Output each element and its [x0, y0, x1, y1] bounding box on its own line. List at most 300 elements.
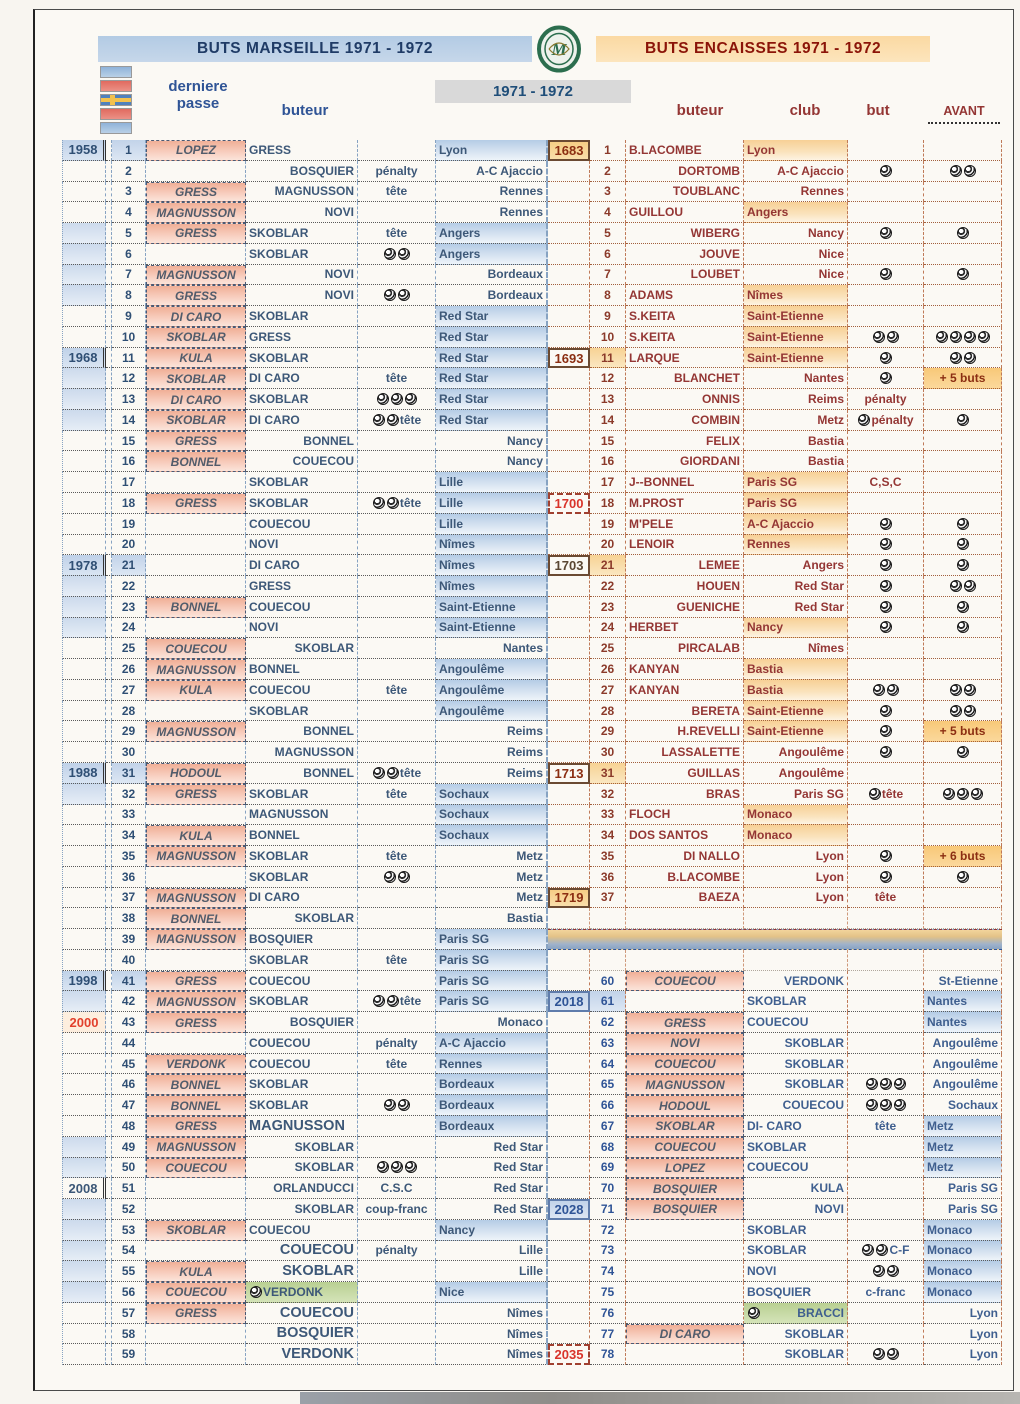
club-cell: Angoulême: [924, 1054, 1002, 1075]
soccer-ball-icon: [373, 414, 385, 426]
soccer-ball-icon: [384, 871, 396, 883]
soccer-ball-icon: [887, 684, 899, 696]
soccer-ball-icon: [957, 559, 969, 571]
row-number: 20: [590, 535, 626, 556]
goal-cell: [848, 451, 924, 472]
club-cell: Paris SG: [744, 472, 848, 493]
detail-cell: [358, 348, 436, 369]
avant-cell: [924, 265, 1002, 286]
row-number: 38: [112, 908, 146, 929]
scorer-cell: B.LACOMBE: [626, 867, 744, 888]
scorer-cell: PIRCALAB: [626, 638, 744, 659]
detail-cell: tête: [358, 182, 436, 203]
avant-cell: [924, 680, 1002, 701]
counter-marker-cell: [548, 265, 590, 286]
passe-cell: GRESS: [146, 182, 246, 203]
club-cell: Reims: [436, 742, 548, 763]
club-cell: Angers: [744, 555, 848, 576]
scorer-cell: B.LACOMBE: [626, 140, 744, 161]
sweden-flag: [100, 94, 132, 106]
avant-cell: [924, 888, 1002, 909]
goal-cell: [848, 763, 924, 784]
passe-cell: GRESS: [146, 493, 246, 514]
club-cell: Red Star: [436, 1158, 548, 1179]
soccer-ball-icon: [880, 1078, 892, 1090]
soccer-ball-icon: [873, 331, 885, 343]
avant-cell: [924, 514, 1002, 535]
avant-cell: [924, 825, 1002, 846]
passe-cell: DI CARO: [626, 1324, 744, 1345]
passe-cell: KULA: [146, 1261, 246, 1282]
soccer-ball-icon: [880, 850, 892, 862]
scorer-cell: LENOIR: [626, 535, 744, 556]
scan-artifact-strip: [300, 1392, 1020, 1404]
row-number: 29: [590, 721, 626, 742]
scorer-cell: KANYAN: [626, 680, 744, 701]
counter-marker-cell: [548, 971, 590, 992]
soccer-ball-icon: [880, 372, 892, 384]
club-cell: Rennes: [436, 1054, 548, 1075]
detail-cell: [358, 327, 436, 348]
goal-cell: [848, 597, 924, 618]
passe-cell: MAGNUSSON: [146, 991, 246, 1012]
goal-cell: [848, 182, 924, 203]
club-cell: Red Star: [436, 1178, 548, 1199]
scorer-cell: SKOBLAR: [744, 1344, 848, 1365]
detail-cell: [358, 1074, 436, 1095]
goal-cell: [848, 140, 924, 161]
scorer-cell: SKOBLAR: [246, 1261, 358, 1282]
soccer-ball-icon: [250, 1286, 262, 1298]
detail-cell: [848, 1095, 924, 1116]
scorer-cell: SKOBLAR: [246, 244, 358, 265]
scorer-cell: NOVI: [246, 265, 358, 286]
year-cell: [62, 825, 106, 846]
goal-cell: [848, 161, 924, 182]
passe-cell: KULA: [146, 680, 246, 701]
row-number: 16: [590, 451, 626, 472]
detail-cell: [358, 285, 436, 306]
table-row: [62, 597, 1002, 618]
year-cell: [62, 846, 106, 867]
goal-cell: pénalty: [848, 410, 924, 431]
club-cell: Monaco: [744, 825, 848, 846]
scorer-cell: DORTOMB: [626, 161, 744, 182]
passe-cell: [146, 555, 246, 576]
passe-cell: [146, 1324, 246, 1345]
passe-cell: COUECOU: [146, 1282, 246, 1303]
avant-cell: [924, 638, 1002, 659]
counter-marker-cell: [548, 1074, 590, 1095]
table-row: [62, 472, 1002, 493]
avant-cell: [924, 555, 1002, 576]
counter-marker-cell: [548, 1220, 590, 1241]
club-cell: Metz: [924, 1116, 1002, 1137]
right-title-banner: [596, 36, 930, 62]
scorer-cell: BLANCHET: [626, 368, 744, 389]
section-divider-band: [548, 929, 1002, 950]
soccer-ball-icon: [950, 331, 962, 343]
passe-cell: LOPEZ: [146, 140, 246, 161]
year-cell: [62, 1220, 106, 1241]
club-cell: Lyon: [744, 888, 848, 909]
detail-cell: [358, 908, 436, 929]
avant-cell: [924, 431, 1002, 452]
counter-marker-cell: [548, 285, 590, 306]
goal-cell: [848, 306, 924, 327]
detail-cell: [848, 1158, 924, 1179]
table-row: [62, 182, 1002, 203]
table-row: [62, 1241, 1002, 1262]
row-number: 11: [112, 348, 146, 369]
row-number: 46: [112, 1074, 146, 1095]
soccer-ball-icon: [862, 1244, 874, 1256]
header-but: but: [866, 102, 890, 119]
club-cell: Saint-Etienne: [744, 348, 848, 369]
row-number: 6: [590, 244, 626, 265]
row-number: 32: [590, 784, 626, 805]
passe-cell: MAGNUSSON: [146, 888, 246, 909]
row-number: 41: [112, 971, 146, 992]
avant-cell: [924, 597, 1002, 618]
scorer-cell: COUECOU: [246, 1241, 358, 1262]
table-row: [62, 618, 1002, 639]
row-number: 32: [112, 784, 146, 805]
scorer-cell: SKOBLAR: [744, 1074, 848, 1095]
detail-cell: coup-franc: [358, 1199, 436, 1220]
row-number: 74: [590, 1261, 626, 1282]
avant-cell: [924, 285, 1002, 306]
club-cell: Lille: [436, 1261, 548, 1282]
club-cell: Nîmes: [436, 535, 548, 556]
scorer-cell: H.REVELLI: [626, 721, 744, 742]
year-cell: 1968: [62, 348, 106, 369]
club-cell: Rennes: [436, 182, 548, 203]
year-cell: [62, 389, 106, 410]
year-cell: [62, 576, 106, 597]
year-cell: [62, 1033, 106, 1054]
table-row: [62, 805, 1002, 826]
detail-cell: [358, 659, 436, 680]
passe-cell: [626, 1303, 744, 1324]
counter-marker-cell: [548, 368, 590, 389]
row-number: 18: [590, 493, 626, 514]
row-number: 61: [590, 991, 626, 1012]
row-number: 51: [112, 1178, 146, 1199]
detail-cell: [358, 701, 436, 722]
counter-marker-cell: [548, 742, 590, 763]
goal-cell: [848, 659, 924, 680]
passe-cell: BONNEL: [146, 451, 246, 472]
passe-cell: GRESS: [146, 1116, 246, 1137]
soccer-ball-icon: [887, 331, 899, 343]
counter-marker-cell: [548, 327, 590, 348]
detail-cell: [358, 306, 436, 327]
club-cell: Paris SG: [744, 784, 848, 805]
counter-marker-cell: [548, 805, 590, 826]
detail-cell: [358, 1344, 436, 1365]
year-cell: [62, 659, 106, 680]
om-crest-logo: [536, 25, 582, 73]
year-cell: [62, 680, 106, 701]
soccer-ball-icon: [964, 352, 976, 364]
year-cell: [62, 805, 106, 826]
soccer-ball-icon: [880, 580, 892, 592]
row-number: 26: [112, 659, 146, 680]
passe-cell: [146, 742, 246, 763]
passe-cell: MAGNUSSON: [146, 265, 246, 286]
club-cell: Nice: [744, 265, 848, 286]
club-cell: Lille: [436, 493, 548, 514]
year-cell: [62, 327, 106, 348]
soccer-ball-icon: [866, 1099, 878, 1111]
goal-cell: [848, 701, 924, 722]
scorer-cell: COUECOU: [744, 1012, 848, 1033]
club-cell: Angoulême: [924, 1033, 1002, 1054]
club-cell: Nancy: [436, 431, 548, 452]
empty-cell: [924, 950, 1002, 971]
row-number: 34: [112, 825, 146, 846]
year-cell: [62, 472, 106, 493]
passe-cell: [146, 244, 246, 265]
table-row: [62, 1220, 1002, 1241]
row-number: 33: [112, 805, 146, 826]
row-number: 23: [112, 597, 146, 618]
passe-cell: [146, 701, 246, 722]
counter-marker-cell: [548, 867, 590, 888]
scorer-cell: S.KEITA: [626, 306, 744, 327]
avant-cell: + 5 buts: [924, 721, 1002, 742]
soccer-ball-icon: [866, 1078, 878, 1090]
passe-cell: [146, 1033, 246, 1054]
empty-cell: [590, 908, 626, 929]
soccer-ball-icon: [880, 559, 892, 571]
year-cell: [62, 1095, 106, 1116]
soccer-ball-icon: [880, 352, 892, 364]
row-number: 2: [590, 161, 626, 182]
row-number: 4: [590, 202, 626, 223]
avant-cell: [924, 763, 1002, 784]
detail-cell: [358, 1303, 436, 1324]
soccer-ball-icon: [391, 1161, 403, 1173]
avant-cell: [924, 805, 1002, 826]
soccer-ball-icon: [894, 1078, 906, 1090]
avant-cell: [924, 493, 1002, 514]
passe-cell: GRESS: [626, 1012, 744, 1033]
soccer-ball-icon: [964, 705, 976, 717]
counter-marker-cell: [548, 1158, 590, 1179]
scorer-cell: COUECOU: [246, 1033, 358, 1054]
detail-cell: pénalty: [358, 1241, 436, 1262]
club-cell: Monaco: [924, 1220, 1002, 1241]
soccer-ball-icon: [384, 248, 396, 260]
counter-marker-cell: [548, 1282, 590, 1303]
detail-cell: tête: [358, 1054, 436, 1075]
row-number: 49: [112, 1137, 146, 1158]
club-cell: Nîmes: [436, 576, 548, 597]
scorer-cell: BOSQUIER: [246, 929, 358, 950]
empty-cell: [848, 908, 924, 929]
passe-cell: SKOBLAR: [146, 410, 246, 431]
table-row: [62, 680, 1002, 701]
club-cell: A-C Ajaccio: [436, 1033, 548, 1054]
detail-cell: [358, 721, 436, 742]
table-row: [62, 908, 1002, 929]
passe-cell: DI CARO: [146, 389, 246, 410]
table-row: [62, 140, 1002, 161]
avant-cell: [924, 223, 1002, 244]
red-stripe-flag: [100, 80, 132, 92]
table-row: [62, 514, 1002, 535]
header-derniere: derniere: [168, 78, 228, 95]
club-cell: Bordeaux: [436, 265, 548, 286]
detail-cell: tête: [358, 368, 436, 389]
table-row: [62, 202, 1002, 223]
row-number: 13: [112, 389, 146, 410]
soccer-ball-icon: [377, 393, 389, 405]
detail-cell: [358, 597, 436, 618]
row-number: 19: [590, 514, 626, 535]
passe-cell: MAGNUSSON: [146, 929, 246, 950]
scorer-cell: COUECOU: [246, 514, 358, 535]
club-cell: Nantes: [744, 368, 848, 389]
club-cell: Metz: [924, 1158, 1002, 1179]
table-row: [62, 1199, 1002, 1220]
row-number: 15: [590, 431, 626, 452]
passe-cell: [146, 161, 246, 182]
right-title: BUTS ENCAISSES 1971 - 1972: [644, 40, 882, 57]
goal-cell: [848, 431, 924, 452]
table-row: [62, 971, 1002, 992]
soccer-ball-icon: [873, 1348, 885, 1360]
detail-cell: [358, 825, 436, 846]
scorer-cell: VERDONK: [246, 1344, 358, 1365]
table-row: [62, 1054, 1002, 1075]
scorer-cell: BERETA: [626, 701, 744, 722]
scorer-cell: BRAS: [626, 784, 744, 805]
club-cell: Angoulême: [436, 701, 548, 722]
row-number: 4: [112, 202, 146, 223]
detail-cell: pénalty: [358, 161, 436, 182]
row-number: 30: [112, 742, 146, 763]
soccer-ball-icon: [950, 580, 962, 592]
table-row: [62, 1261, 1002, 1282]
soccer-ball-icon: [880, 165, 892, 177]
table-row: [62, 929, 1002, 950]
soccer-ball-icon: [387, 497, 399, 509]
passe-cell: BONNEL: [146, 908, 246, 929]
scorer-cell: DI CARO: [246, 410, 358, 431]
soccer-ball-icon: [950, 684, 962, 696]
year-cell: [62, 161, 106, 182]
soccer-ball-icon: [880, 871, 892, 883]
counter-marker-cell: [548, 597, 590, 618]
scorer-cell: NOVI: [246, 285, 358, 306]
detail-cell: [358, 140, 436, 161]
club-cell: Metz: [436, 888, 548, 909]
empty-cell: [848, 950, 924, 971]
row-number: 66: [590, 1095, 626, 1116]
club-cell: A-C Ajaccio: [744, 161, 848, 182]
detail-cell: C-F: [848, 1241, 924, 1262]
row-number: 21: [590, 555, 626, 576]
row-number: 24: [590, 618, 626, 639]
row-number: 28: [590, 701, 626, 722]
counter-marker-cell: [548, 1261, 590, 1282]
table-row: [62, 389, 1002, 410]
goal-cell: [848, 721, 924, 742]
scorer-cell: VERDONK: [744, 971, 848, 992]
scorer-cell: LARQUE: [626, 348, 744, 369]
soccer-ball-icon: [964, 684, 976, 696]
avant-cell: [924, 244, 1002, 265]
club-cell: Nancy: [436, 451, 548, 472]
counter-marker-cell: [548, 576, 590, 597]
table-row: [62, 1324, 1002, 1345]
counter-marker-cell: [548, 680, 590, 701]
passe-cell: LOPEZ: [626, 1158, 744, 1179]
avant-cell: + 6 buts: [924, 846, 1002, 867]
passe-cell: COUECOU: [146, 1158, 246, 1179]
club-cell: Bastia: [436, 908, 548, 929]
club-cell: Red Star: [436, 389, 548, 410]
club-cell: Lyon: [436, 140, 548, 161]
scorer-cell: MAGNUSSON: [246, 805, 358, 826]
scorer-cell: SKOBLAR: [246, 306, 358, 327]
year-cell: [62, 929, 106, 950]
row-number: 3: [590, 182, 626, 203]
row-number: 17: [590, 472, 626, 493]
passe-cell: SKOBLAR: [146, 1220, 246, 1241]
empty-cell: [548, 950, 590, 971]
club-cell: A-C Ajaccio: [744, 514, 848, 535]
scorer-cell: SKOBLAR: [246, 493, 358, 514]
scorer-cell: HOUEN: [626, 576, 744, 597]
detail-cell: [848, 1199, 924, 1220]
scorer-cell: BOSQUIER: [744, 1282, 848, 1303]
row-number: 52: [112, 1199, 146, 1220]
year-cell: 1998: [62, 971, 106, 992]
soccer-ball-icon: [873, 1265, 885, 1277]
year-cell: [62, 1054, 106, 1075]
scorer-cell: M'PELE: [626, 514, 744, 535]
soccer-ball-icon: [384, 289, 396, 301]
detail-cell: [358, 805, 436, 826]
passe-cell: GRESS: [146, 223, 246, 244]
row-number: 37: [590, 888, 626, 909]
detail-cell: [848, 1324, 924, 1345]
year-cell: [62, 265, 106, 286]
row-number: 73: [590, 1241, 626, 1262]
counter-marker-cell: [548, 659, 590, 680]
club-cell: Sochaux: [924, 1095, 1002, 1116]
passe-cell: SKOBLAR: [146, 368, 246, 389]
detail-cell: tête: [358, 763, 436, 784]
passe-cell: [146, 1199, 246, 1220]
passe-cell: [146, 867, 246, 888]
row-number: 7: [112, 265, 146, 286]
table-row: [62, 1158, 1002, 1179]
scorer-cell: BAEZA: [626, 888, 744, 909]
red-stripe-flag: [100, 108, 132, 120]
table-row: [62, 763, 1002, 784]
table-row: [62, 659, 1002, 680]
scorer-cell: NOVI: [246, 202, 358, 223]
scorer-cell: GUENICHE: [626, 597, 744, 618]
passe-cell: [146, 576, 246, 597]
table-row: [62, 306, 1002, 327]
table-row: [62, 867, 1002, 888]
